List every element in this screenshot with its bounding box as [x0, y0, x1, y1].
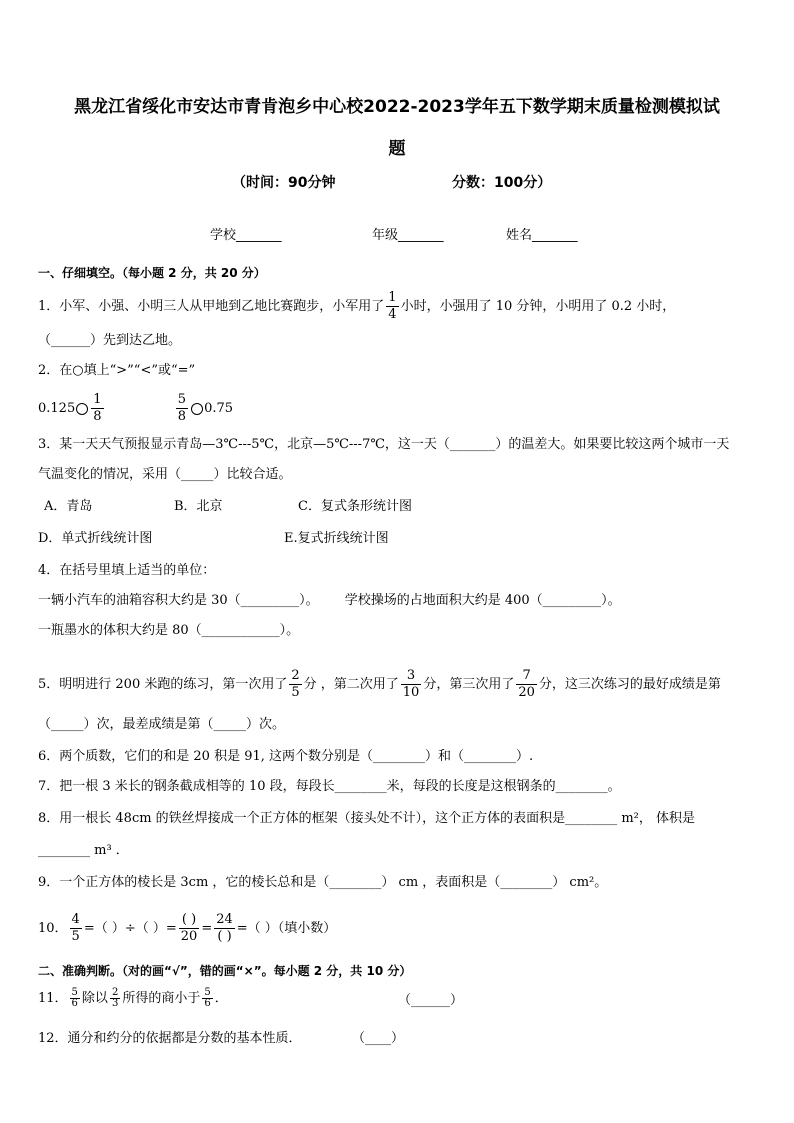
- question-9: 9．一个正方体的棱长是 3cm ，它的棱长总和是（________） cm ，表面积是（________） cm²。: [38, 875, 608, 890]
- question-11-answer: （______）: [398, 993, 464, 1008]
- question-11: 11． $\frac{5}{6}$ 除以 $\frac{2}{3}$ 所得的商小于 $\frac{5}{6}$ ．: [38, 987, 228, 1009]
- page-title: [40, 86, 754, 170]
- question-10: 10． $\frac{4}{5}$ =（ ）÷（ ）= $\frac{( )}{20}$ = $\frac{24}{( )}$ =（ ）（填小数）: [38, 912, 337, 944]
- score-label: 分数：100分）: [452, 175, 552, 191]
- grade-field: 年级_______: [372, 228, 444, 243]
- question-1-blank: （______）先到达乙地。: [38, 333, 182, 348]
- fraction: $\frac{1}{4}$: [388, 290, 397, 322]
- question-12-answer: （____）: [352, 1031, 405, 1046]
- title-line-1: 黑龙江省绥化市安达市青肯泡乡中心校2022-2023学年五下数学期末质量检测模拟试: [74, 97, 720, 117]
- title-line-2: 题: [388, 139, 406, 159]
- question-8-cont: ________ m³ ．: [38, 843, 129, 858]
- question-3-cont: 气温变化的情况，采用（_____）比较合适。: [38, 467, 292, 482]
- question-5: 5．明明进行 200 米跑的练习，第一次用了 $\frac{2}{5}$ 分 ，第二次用了 $\frac{3}{10}$ 分，第三次用了 $\frac{7}{20}$ 分，这三次练习的最好成绩是第: [38, 668, 721, 700]
- circle-blank-icon: [76, 403, 88, 415]
- time-label: （时间：90分钟: [232, 175, 336, 191]
- question-5-cont: （_____）次，最差成绩是第（_____）次。: [38, 717, 286, 732]
- question-4: 4．在括号里填上适当的单位：: [38, 563, 216, 578]
- question-3: 3．某一天天气预报显示青岛—3℃---5℃，北京—5℃---7℃，这一天（_______）的温差大。如果要比较这两个城市一天: [38, 437, 730, 452]
- question-4-item-3: 一瓶墨水的体积大约是 80（____________）。: [38, 623, 300, 638]
- name-field: 姓名_______: [506, 228, 578, 243]
- question-3-options-1: A．青岛 B．北京 C．复式条形统计图: [44, 499, 412, 514]
- question-12: 12．通分和约分的依据都是分数的基本性质．: [38, 1031, 302, 1046]
- question-1: 1．小军、小强、小明三人从甲地到乙地比赛跑步，小军用了 $\frac{1}{4}$ 小时，小强用了 10 分钟，小明用了 0.2 小时，: [38, 290, 676, 322]
- question-6: 6．两个质数，它们的和是 20 积是 91, 这两个数分别是（________）和（________）.: [38, 749, 534, 764]
- circle-blank-icon: [191, 403, 203, 415]
- question-2-items: 0.125 $\frac{1}{8}$ $\frac{5}{8}$ 0.75: [38, 392, 234, 424]
- exam-meta: [0, 172, 794, 192]
- question-7: 7．把一根 3 米长的钢条截成相等的 10 段，每段长________米，每段的长度是这根钢条的________。: [38, 779, 621, 794]
- question-4-items: 一辆小汽车的油箱容积大约是 30（_________）。 学校操场的占地面积大约是 400（_________）。: [38, 593, 621, 608]
- section-1-heading: 一、仔细填空。（每小题 2 分，共 20 分）: [38, 266, 266, 280]
- section-2-heading: 二、准确判断。（对的画“√”，错的画“×”。每小题 2 分，共 10 分）: [38, 964, 412, 978]
- question-2: 2．在○填上“>”“<”或“=”: [38, 363, 196, 378]
- school-field: 学校_______: [210, 228, 282, 243]
- question-8: 8．用一根长 48cm 的铁丝焊接成一个正方体的框架（接头处不计），这个正方体的表面积是________ m²， 体积是: [38, 811, 695, 826]
- question-3-options-2: D．单式折线统计图 E.复式折线统计图: [38, 531, 389, 546]
